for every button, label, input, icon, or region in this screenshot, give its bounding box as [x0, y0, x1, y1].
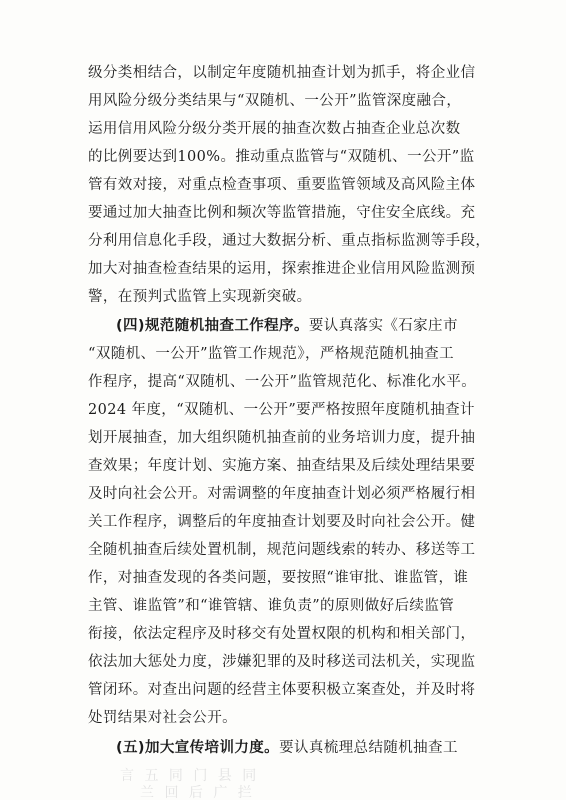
- paragraph-line: 全随机抽查后续处置机制，规范问题线索的转办、移送等工: [88, 542, 476, 558]
- paragraph-line: 及时向社会公开。对需调整的年度抽查计划必须严格履行相: [88, 486, 476, 502]
- section-5-first-line: [116, 735, 458, 762]
- paragraph-line: 主管、谁监管”和“谁管辖、谁负责”的原则做好后续监管: [88, 598, 455, 614]
- paragraph-line: 处罚结果对社会公开。: [88, 710, 237, 726]
- paragraph-line: 查效果；年度计划、实施方案、抽查结果及后续处理结果要: [88, 458, 476, 474]
- bleed-through-text: 言 五 同 门 县 同: [120, 768, 260, 784]
- paragraph-line: 分利用信息化手段，通过大数据分析、重点指标监测等手段，: [88, 233, 491, 249]
- paragraph-line: 警，在预判式监管上实现新突破。: [88, 289, 312, 305]
- paragraph-line: 用风险分级分类结果与“双随机、一公开”监管深度融合，: [88, 93, 462, 109]
- bleed-through-text: 兰 回 后 广 拦: [140, 785, 255, 801]
- paragraph-line: 作程序，提高“双随机、一公开”监管规范化、标准化水平。: [88, 374, 477, 390]
- section-4-first-line-text: 要认真落实《石家庄市: [308, 318, 458, 334]
- paragraph-line: 衔接，依法定程序及时移交有处置权限的机构和相关部门，: [88, 626, 476, 642]
- paragraph-line: 管有效对接，对重点检查事项、重要监管领域及高风险主体: [88, 177, 476, 193]
- paragraph-line: 要通过加大抽查比例和频次等监管措施，守住安全底线。充: [88, 205, 476, 221]
- paragraph-line: 依法加大惩处力度，涉嫌犯罪的及时移送司法机关，实现监: [88, 654, 476, 670]
- paragraph-line: 的比例要达到100%。推动重点监管与“双随机、一公开”监: [88, 149, 475, 165]
- paragraph-line: 作，对抽查发现的各类问题，要按照“谁审批、谁监管，谁: [88, 570, 469, 586]
- paragraph-line: 级分类相结合，以制定年度随机抽查计划为抓手，将企业信: [88, 65, 476, 81]
- section-4-heading: (四)规范随机抽查工作程序。: [116, 318, 309, 334]
- paragraph-line: 管闭环。对查出问题的经营主体要积极立案查处，并及时将: [88, 682, 476, 698]
- paragraph-line: 2024 年度，“双随机、一公开”要严格按照年度随机抽查计: [88, 402, 475, 418]
- paragraph-line: 关工作程序，调整后的年度抽查计划要及时向社会公开。健: [88, 514, 476, 530]
- paragraph-line: 加大对抽查检查结果的运用，探索推进企业信用风险监测预: [88, 261, 476, 277]
- paragraph-line: “双随机、一公开”监管工作规范》，严格规范随机抽查工: [88, 346, 454, 362]
- section-5-first-line-text: 要认真梳理总结随机抽查工: [279, 740, 458, 756]
- section-4-first-line: [116, 313, 458, 340]
- paragraph-line: 划开展抽查，加大组织随机抽查前的业务培训力度，提升抽: [88, 430, 476, 446]
- paragraph-line: 运用信用风险分级分类开展的抽查次数占抽查企业总次数: [88, 121, 461, 137]
- section-5-heading: (五)加大宣传培训力度。: [116, 740, 280, 756]
